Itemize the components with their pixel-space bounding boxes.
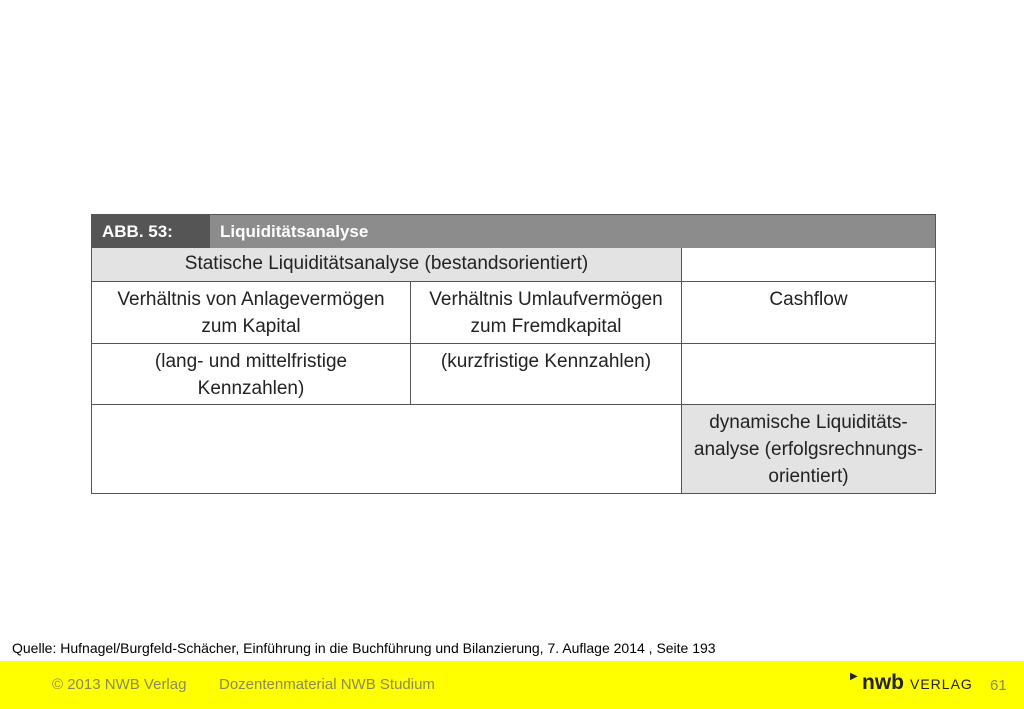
empty-cell-r1c3	[682, 248, 935, 282]
logo-verlag: VERLAG	[910, 676, 973, 692]
cell-lang-mittelfristig: (lang- und mittelfristige Kennzahlen)	[92, 344, 411, 405]
figure-title: Liquiditätsanalyse	[220, 222, 369, 241]
empty-cell-r3c3	[682, 344, 935, 405]
figure-label: ABB. 53:	[92, 215, 210, 248]
cell-kurzfristig: (kurzfristige Kennzahlen)	[411, 344, 682, 405]
logo-brand: nwb	[862, 671, 904, 694]
figure-header	[92, 215, 935, 248]
figure-table	[91, 214, 936, 494]
empty-cell-r4c1	[92, 405, 682, 493]
cell-umlaufvermoegen: Verhältnis Umlaufvermögen zum Fremdkapital	[411, 282, 682, 344]
cell-dynamische-analyse: dynamische Liquiditäts-analyse (erfolgsrechnungs-orientiert)	[682, 405, 935, 493]
nwb-logo	[850, 671, 973, 701]
footer-bar	[0, 661, 1024, 709]
cell-anlagevermoegen: Verhältnis von Anlagevermögen zum Kapital	[92, 282, 411, 344]
footer-subtitle: Dozentenmaterial NWB Studium	[219, 676, 435, 693]
page-number: 61	[990, 677, 1007, 694]
static-analysis-header: Statische Liquiditätsanalyse (bestandsorientiert)	[92, 248, 682, 282]
footer-copyright: © 2013 NWB Verlag	[52, 676, 187, 693]
cell-cashflow: Cashflow	[682, 282, 935, 344]
source-citation: Quelle: Hufnagel/Burgfeld-Schächer, Einführung in die Buchführung und Bilanzierung, 7. Auflage 2014 , Seite 193	[12, 640, 716, 656]
logo-arrow-icon: ▶	[850, 671, 858, 682]
